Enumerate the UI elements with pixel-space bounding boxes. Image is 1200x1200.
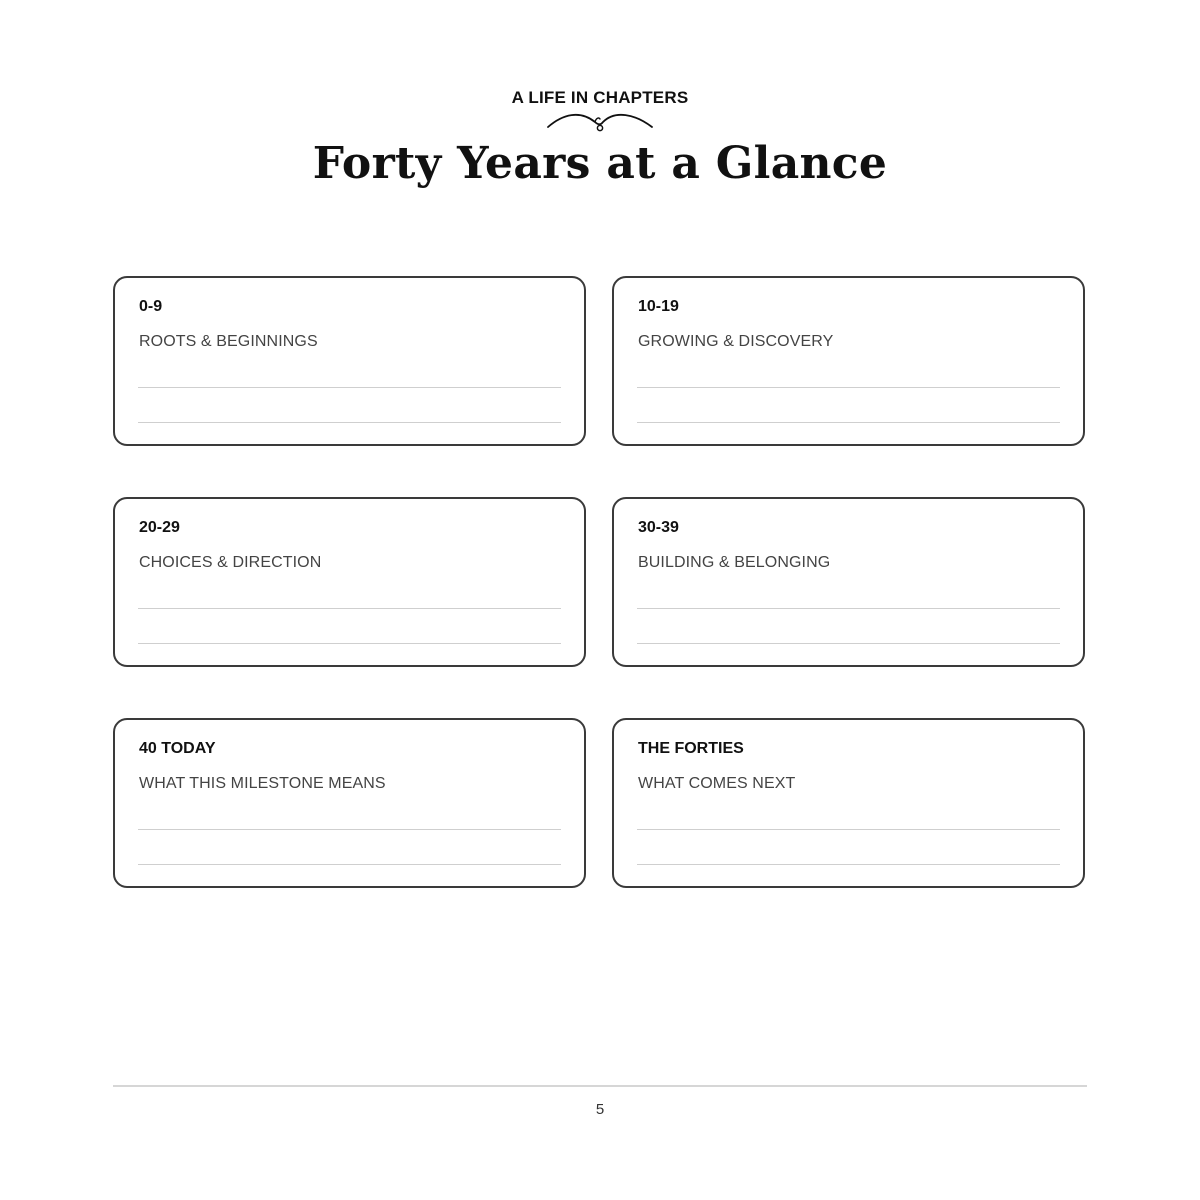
chapter-card-10-19: [612, 276, 1085, 446]
card-age-range: 40 TODAY: [139, 740, 216, 757]
writing-line[interactable]: [637, 387, 1060, 388]
chapter-card-40-today: [113, 718, 586, 888]
writing-line[interactable]: [637, 864, 1060, 865]
card-theme: BUILDING & BELONGING: [638, 554, 831, 571]
writing-line[interactable]: [637, 608, 1060, 609]
flourish-ornament: [545, 108, 655, 134]
card-age-range: 0-9: [139, 298, 163, 315]
card-theme: WHAT THIS MILESTONE MEANS: [139, 775, 386, 792]
writing-line[interactable]: [138, 643, 561, 644]
card-age-range: 10-19: [638, 298, 679, 315]
card-age-range: THE FORTIES: [638, 740, 744, 757]
card-theme: WHAT COMES NEXT: [638, 775, 796, 792]
card-theme: ROOTS & BEGINNINGS: [139, 333, 318, 350]
card-theme: CHOICES & DIRECTION: [139, 554, 322, 571]
writing-line[interactable]: [138, 387, 561, 388]
writing-line[interactable]: [138, 864, 561, 865]
footer-divider: [113, 1085, 1087, 1087]
chapter-card-30-39: [612, 497, 1085, 667]
writing-line[interactable]: [138, 829, 561, 830]
page-eyebrow: A LIFE IN CHAPTERS: [511, 88, 689, 107]
card-age-range: 30-39: [638, 519, 679, 536]
chapter-card-20-29: [113, 497, 586, 667]
card-theme: GROWING & DISCOVERY: [638, 333, 834, 350]
page-title: Forty Years at a Glance: [312, 138, 888, 189]
card-age-range: 20-29: [139, 519, 180, 536]
writing-line[interactable]: [637, 643, 1060, 644]
writing-line[interactable]: [637, 422, 1060, 423]
writing-line[interactable]: [138, 422, 561, 423]
writing-line[interactable]: [637, 829, 1060, 830]
chapter-card-the-forties: [612, 718, 1085, 888]
page-number: 5: [595, 1101, 605, 1118]
writing-line[interactable]: [138, 608, 561, 609]
chapter-card-0-9: [113, 276, 586, 446]
